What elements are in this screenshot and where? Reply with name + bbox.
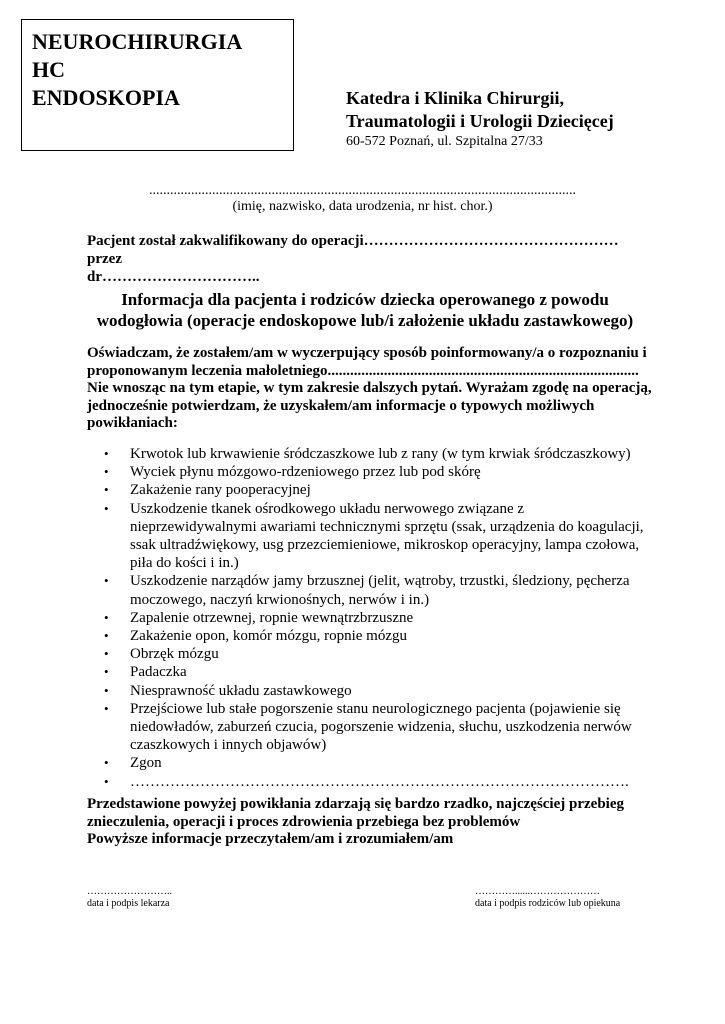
parents-signature-field: [475, 886, 620, 910]
declaration-line: jednocześnie potwierdzam, że uzyskałem/am informacje o typowych możliwych: [87, 397, 595, 414]
qualification-line2: dr…………………………..: [87, 269, 260, 285]
header-line-neurochirurgia: NEUROCHIRURGIA: [32, 29, 243, 54]
bullet-icon: •: [104, 482, 109, 498]
list-item: • Padaczka: [104, 664, 187, 681]
list-item: • Uszkodzenie narządów jamy brzusznej (jelit, wątroby, trzustki, śledziony, pęcherza moczowego, naczyń krwionośnych, nerwów i in.): [104, 573, 630, 608]
qualification-line1: Pacjent został zakwalifikowany do operacji……………………………………………przez: [87, 233, 619, 267]
summary-paragraph: [87, 796, 647, 849]
parents-signature-label: data i podpis rodziców lub opiekuna: [475, 898, 621, 909]
list-item: • Uszkodzenie tkanek ośrodkowego układu nerwowego związane z nieprzewidywalnymi awariami technicznymi sprzętu (ssak, urządzenia do koagulacji, ssak ultradźwiękowy, usg przezciemieniowe, mikroskop operacyjny, lampa czołowa, piła do kości i in.): [104, 500, 644, 572]
declaration-line: proponowanym leczenia małoletniego...................................................................................: [87, 362, 639, 379]
bullet-icon: •: [104, 464, 109, 480]
bullet-icon: •: [104, 609, 109, 625]
bullet-icon: •: [104, 573, 109, 589]
header-line-hc: HC: [32, 57, 65, 82]
bullet-icon: •: [104, 682, 109, 698]
list-item: • Zapalenie otrzewnej, ropnie wewnątrzbrzuszne: [104, 609, 414, 626]
declaration-line: Nie wnosząc na tym etapie, w tym zakresie dalszych pytań. Wyrażam zgodę na operacją,: [87, 380, 652, 397]
patient-field-label: (imię, nazwisko, data urodzenia, nr hist. chor.): [232, 199, 493, 214]
institution-name-line2: Traumatologii i Urologii Dziecięcej: [346, 111, 614, 131]
department-header-box: [21, 19, 294, 151]
declaration-line: powikłaniach:: [87, 415, 178, 432]
list-item: • Zakażenie opon, komór mózgu, ropnie mózgu: [104, 628, 408, 645]
patient-field-dots: ..........................................................................................................................: [149, 183, 576, 198]
doctor-signature-label: data i podpis lekarza: [87, 898, 170, 909]
list-item: • Niesprawność układu zastawkowego: [104, 682, 352, 699]
title-line1: Informacja dla pacjenta i rodziców dziecka operowanego z powodu: [121, 290, 609, 309]
declaration-line: Oświadczam, że zostałem/am w wyczerpujący sposób poinformowany/a o rozpoznaniu i: [87, 345, 647, 361]
institution-address: 60-572 Poznań, ul. Szpitalna 27/33: [346, 134, 543, 149]
list-item: • Przejściowe lub stałe pogorszenie stanu neurologicznego pacjenta (pojawienie się niedowładów, zaburzeń czucia, pogorszenie widzenia, słuchu, uszkodzenia nerwów czaszkowych i innych objawów): [104, 700, 632, 754]
doctor-signature-field: [87, 886, 172, 910]
list-item: • Obrzęk mózgu: [104, 646, 219, 663]
list-item: • Zakażenie rany pooperacyjnej: [104, 482, 311, 499]
bullet-icon: •: [104, 646, 109, 662]
qualification-statement: [87, 232, 642, 286]
bullet-icon: •: [104, 446, 109, 461]
doctor-signature-dots: ……………………..: [87, 886, 172, 897]
bullet-icon: •: [104, 755, 109, 771]
summary-line: Powyższe informacje przeczytałem/am i zrozumiałem/am: [87, 831, 454, 848]
parents-signature-dots: …………......…………………: [475, 886, 600, 897]
declaration-paragraph: [87, 345, 657, 433]
bullet-icon: •: [104, 500, 109, 516]
bullet-icon: •: [104, 773, 109, 789]
bullet-icon: •: [104, 700, 109, 716]
document-title: [80, 289, 650, 331]
institution-block: [346, 87, 706, 151]
list-item: • ……………………………………………………………………………………….: [104, 773, 629, 790]
bullet-icon: •: [104, 664, 109, 680]
complications-list: [87, 445, 647, 791]
summary-line: znieczulenia, operacji i proces zdrowienia przebiega bez problemów: [87, 813, 521, 830]
header-line-endoskopia: ENDOSKOPIA: [32, 85, 180, 110]
list-item: • Wyciek płynu mózgowo-rdzeniowego przez lub pod skórę: [104, 464, 481, 481]
list-item: • Zgon: [104, 755, 162, 772]
summary-line: Przedstawione powyżej powikłania zdarzają się bardzo rzadko, najczęściej przebieg: [87, 796, 624, 812]
institution-name-line1: Katedra i Klinika Chirurgii,: [346, 88, 565, 108]
title-line2: wodogłowia (operacje endoskopowe lub/i założenie układu zastawkowego): [96, 311, 634, 330]
list-item: • Krwotok lub krwawienie śródczaszkowe lub z rany (w tym krwiak śródczaszkowy): [104, 446, 631, 462]
bullet-icon: •: [104, 628, 109, 644]
